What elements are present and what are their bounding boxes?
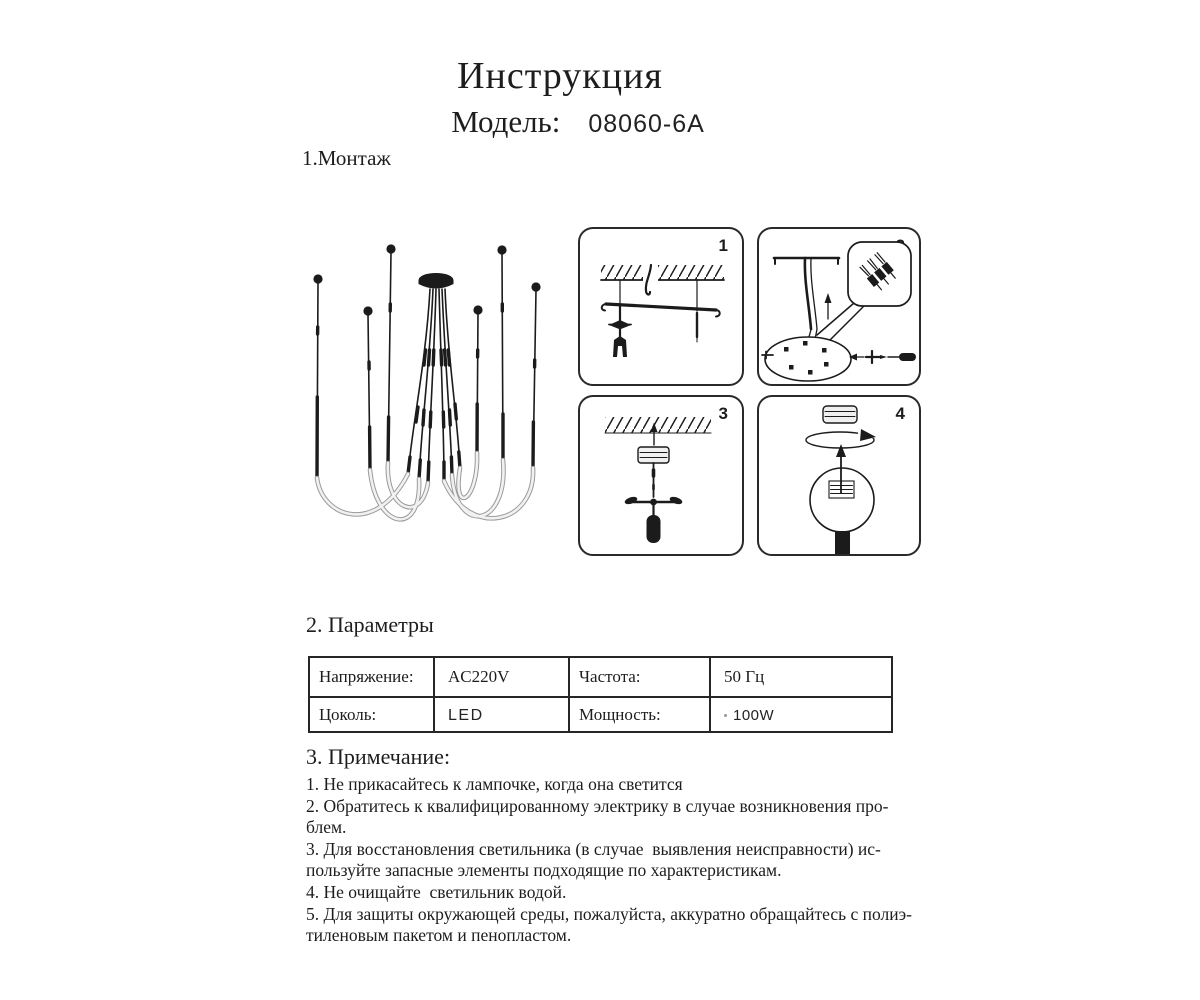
ceiling-hatch bbox=[605, 417, 711, 433]
note-line: пользуйте запасные элементы подходящие по характеристикам. bbox=[306, 860, 782, 881]
page-title bbox=[0, 54, 1120, 98]
document-title: Инструкция bbox=[457, 55, 663, 97]
ceiling-hatch bbox=[601, 265, 724, 280]
step-4-number: 4 bbox=[895, 404, 905, 423]
glass-globe bbox=[810, 468, 874, 532]
model-label: Модель: bbox=[451, 104, 561, 139]
param-label: Частота: bbox=[569, 657, 710, 697]
step-4-illustration bbox=[759, 397, 919, 554]
param-label: Мощность: bbox=[569, 697, 710, 732]
param-value: LED bbox=[448, 706, 484, 724]
step-3-number: 3 bbox=[718, 404, 728, 423]
note-line: 5. Для защиты окружающей среды, пожалуйста, аккуратно обращайтесь с полиэ- bbox=[306, 903, 912, 924]
anchor-fork bbox=[613, 336, 627, 357]
model-number: 08060-6A bbox=[588, 110, 705, 138]
up-arrow bbox=[836, 444, 846, 457]
note-line: 1. Не прикасайтесь к лампочке, когда она светится bbox=[306, 774, 683, 794]
mounting-bar bbox=[606, 304, 716, 310]
step-2-box bbox=[757, 227, 921, 386]
note-line: 3. Для восстановления светильника (в случае выявления неисправности) ис- bbox=[306, 838, 881, 859]
model-line bbox=[0, 104, 1156, 140]
light-tubes bbox=[317, 453, 533, 519]
note-line: 4. Не очищайте светильник водой. bbox=[306, 881, 567, 902]
param-label: Напряжение: bbox=[309, 657, 434, 697]
table-row bbox=[309, 657, 892, 697]
parameters-table bbox=[308, 656, 893, 733]
chandelier-drawing bbox=[288, 232, 568, 542]
step-1-box bbox=[578, 227, 744, 386]
note-line: 2. Обратитесь к квалифицированному электрику в случае возникновения про- bbox=[306, 795, 889, 816]
step-2-illustration bbox=[759, 229, 919, 384]
note-line: тиленовым пакетом и пенопластом. bbox=[306, 925, 572, 946]
param-label: Цоколь: bbox=[309, 697, 434, 732]
param-value: 100W bbox=[733, 706, 775, 724]
step-4-box bbox=[757, 395, 921, 556]
socket-cap bbox=[823, 406, 857, 423]
threaded-cylinder bbox=[638, 447, 669, 463]
notes-list bbox=[306, 774, 946, 947]
screwdriver bbox=[899, 353, 916, 361]
canopy bbox=[419, 273, 454, 289]
table-row bbox=[309, 697, 892, 732]
section-notes-heading: 3. Примечание: bbox=[306, 744, 451, 769]
step-1-number: 1 bbox=[718, 236, 728, 255]
section-montage-heading: 1.Монтаж bbox=[302, 146, 391, 170]
stray-mark bbox=[724, 714, 727, 717]
param-value: AC220V bbox=[434, 657, 569, 697]
stem bbox=[835, 531, 850, 554]
param-value: 50 Гц bbox=[710, 657, 892, 697]
step-3-illustration bbox=[580, 397, 742, 554]
step-1-illustration bbox=[580, 229, 742, 384]
note-line: блем. bbox=[306, 817, 347, 838]
toggle-wing bbox=[621, 321, 631, 330]
step-3-box bbox=[578, 395, 744, 556]
section-params-heading: 2. Параметры bbox=[306, 612, 434, 637]
screwdriver-handle bbox=[647, 515, 661, 543]
bundle-cables bbox=[408, 289, 460, 483]
up-arrow bbox=[825, 293, 832, 303]
toggle-wing bbox=[609, 321, 619, 330]
bundle-sleeves bbox=[408, 350, 460, 483]
